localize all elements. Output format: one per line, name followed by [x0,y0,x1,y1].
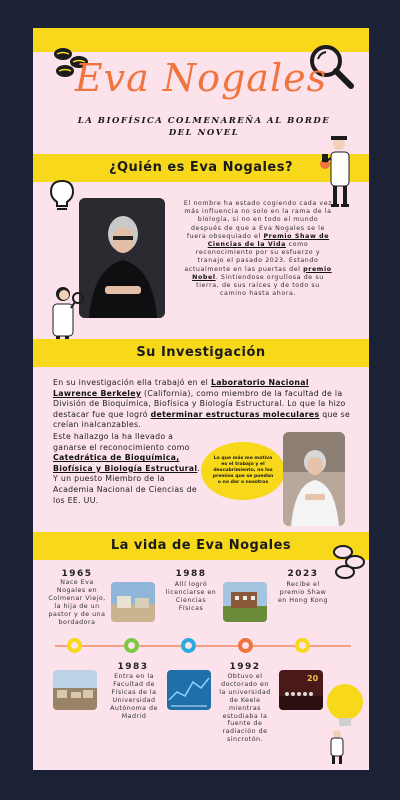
event-text-1988: Allí logró licenciarse en Ciencias Físicas [165,581,217,612]
research-heading: Su Investigación [136,345,266,360]
who-paragraph: El nombre ha estado cogiendo cada vez más influencia no solo en la rama de la biología, si no en todo el mundo después de que a Eva Nogales se le fuera obsequiado el Premio Shaw de Ciencias de la Vida como reconocimiento por su esfuerzo y tranajo el pasado 2023. Estando actualmente en las puertas del premio Nobel. Sintiendose orgullosa de su tierra, de sus raíces y de todo su camino hasta ahora. [183,200,333,298]
quote-text: Lo que más me motiva es el trabajo y el descubrimiento, no los premios que se puedan o no dar a nosotros [212,456,274,485]
research-paragraph-2: Este hallazgo la ha llevado a ganarse el reconocimiento como Catedrática de Bioquímica, Biofísica y Biología Estructural. Y un puesto Miembro de la Academia Nacional de Ciencias de los EE. UU. [53,432,201,505]
timeline-dot-1992 [238,638,253,653]
photo-madrid [53,670,97,710]
who-heading: ¿Quién es Eva Nogales? [108,160,294,175]
photo-synchrotron [167,670,211,710]
shaw-prize-link[interactable]: Premio Shaw de Ciencias de la Vida [207,232,330,249]
timeline-dot-1983 [124,638,139,653]
photo-ceremony [279,670,323,710]
eva-portrait-photo [79,198,165,318]
page-title: Eva Nogales [74,56,328,100]
year-1983: 1983 [117,662,149,672]
quote-bubble [201,442,285,500]
photo-colmenar [111,582,155,622]
page-subtitle: LA BIOFÍSICA COLMENAREÑA AL BORDE DEL NOVEL [77,116,331,138]
chair-link[interactable]: Catedrática de Bioquímica, Biofísica y Biología Estructural [53,453,198,473]
year-1965: 1965 [61,569,93,579]
year-1992: 1992 [229,662,261,672]
year-1988: 1988 [175,569,207,579]
infographic-card [33,28,369,770]
lightbulb-icon [47,178,77,212]
event-text-1965: Nace Eva Nogales en Colmenar Viejo, la hija de un pastor y de una bordadora [48,579,106,626]
photo-university [223,582,267,622]
research-paragraph-1: En su investigación ella trabajó en el Laboratorio Nacional Lawrence Berkeley (California), como miembro de la facultad de la División de Bioquímica, Biofísica y Biología Estructural. Lo que la hizo destacar fue que logró determinar estructuras moleculares que se creían inalcanzables. [53,378,351,430]
beans-icon [329,542,369,580]
event-text-1992: Obtuvo el doctorado en la universidad de Keele mientras estudiaba la fuente de radiación de sincrotón. [219,673,271,744]
eva-lab-photo [283,432,345,526]
year-2023: 2023 [287,569,319,579]
nobel-prize-link[interactable]: premio Nobel [192,265,332,281]
timeline-dot-2023 [295,638,310,653]
event-text-1983: Entra en la Facultad de Físicas de la Universidad Autónoma de Madrid [110,673,158,720]
ceremony-number: 20 [307,674,319,683]
timeline-dot-1965 [67,638,82,653]
lightbulb-scientist-illustration [323,680,367,766]
molecular-structures-link[interactable]: determinar estructuras moleculares [150,409,320,419]
timeline-heading: La vida de Eva Nogales [110,538,292,553]
berkeley-lab-link[interactable]: Laboratorio Nacional Lawrence Berkeley [53,378,309,398]
event-text-2023: Recibe el premio Shaw en Hong Kong [277,581,329,604]
timeline-dot-1988 [181,638,196,653]
